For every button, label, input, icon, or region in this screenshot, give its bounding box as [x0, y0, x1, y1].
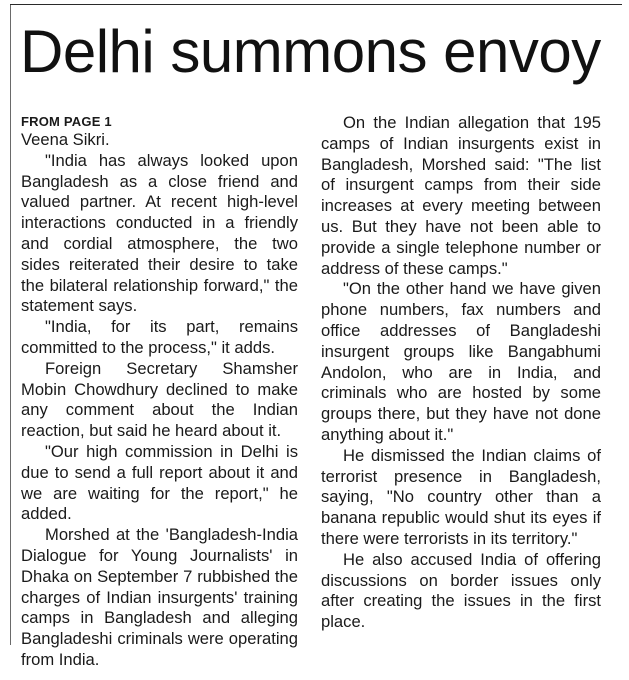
- article-paragraph: Veena Sikri.: [21, 130, 110, 149]
- article-paragraph: "Our high commission in Delhi is due to send a full report about it and we are waiting for the report," he added.: [21, 441, 298, 524]
- column-rule: [10, 5, 11, 645]
- article-paragraph: "India has always looked upon Bangladesh as a close friend and valued partner. At recent high-level interactions conducted in a friendly and cordial atmosphere, the two sides reiterated their desire to take the bilateral relationship forward," the statement says.: [21, 150, 298, 316]
- article-paragraph: He dismissed the Indian claims of terrorist presence in Bangladesh, saying, "No country other than a banana republic would shut its eyes if there were terrorists in its territory.": [321, 445, 601, 548]
- left-column: [21, 114, 298, 671]
- headline: Delhi summons envoy: [20, 18, 601, 85]
- article-paragraph: On the Indian allegation that 195 camps of Indian insurgents exist in Bangladesh, Morshed said: "The list of insurgent camps from their side increases at every meeting between us. But they have not been able to provide a single telephone number or address of these camps.": [321, 113, 601, 278]
- article-paragraph: Foreign Secretary Shamsher Mobin Chowdhury declined to make any comment about the Indian reaction, but said he heard about it.: [21, 358, 298, 441]
- article-paragraph: He also accused India of offering discussions on border issues only after creating the issues in the first place.: [321, 549, 601, 632]
- right-column: [321, 113, 601, 633]
- article-paragraph: "India, for its part, remains committed to the process," it adds.: [21, 317, 298, 357]
- continuation-kicker: FROM PAGE 1: [21, 114, 112, 129]
- top-rule: [10, 4, 622, 5]
- article-paragraph: Morshed at the 'Bangladesh-India Dialogue for Young Journalists' in Dhaka on September 7 rubbished the charges of Indian insurgents' training camps in Bangladesh and alleging Bangladeshi criminals were operating from India.: [21, 525, 298, 669]
- article-paragraph: "On the other hand we have given phone numbers, fax numbers and office addresses of Bangladeshi insurgent groups like Bangabhumi Andolon, who are in India, and criminals who are hosted by some groups there, but they have not done anything about it.": [321, 279, 601, 444]
